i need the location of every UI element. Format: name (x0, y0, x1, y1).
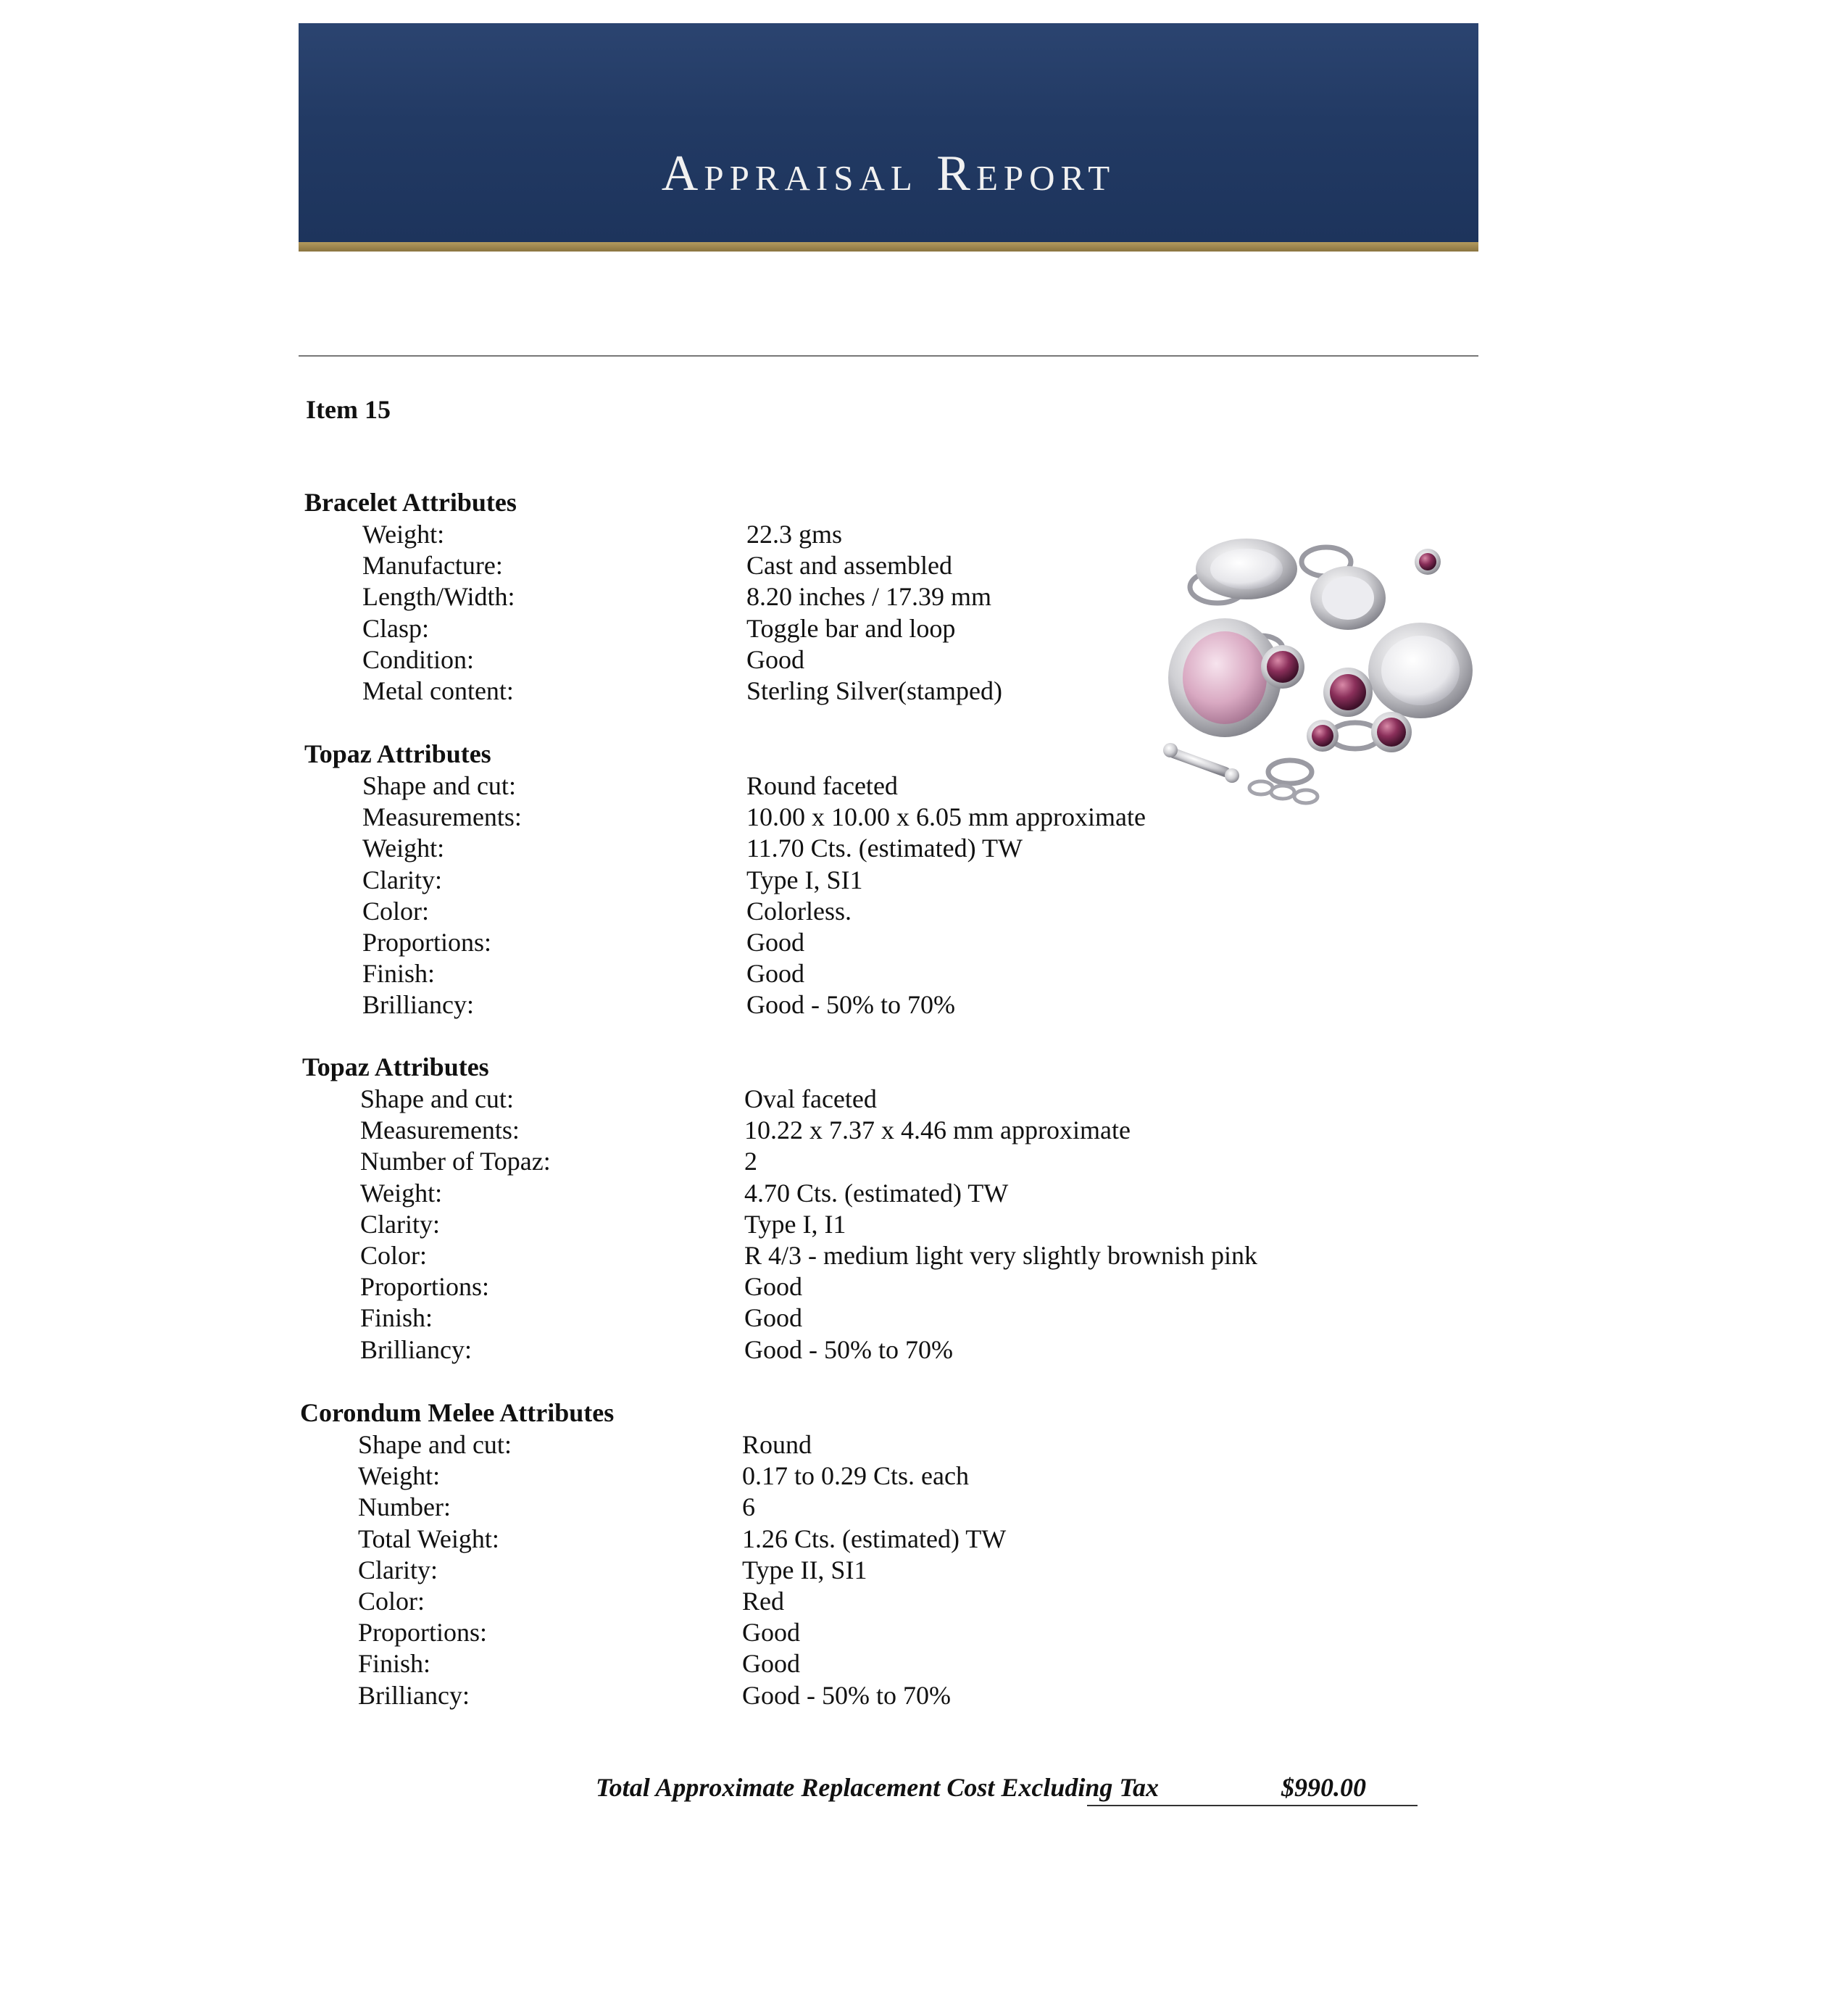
attribute-value: 0.17 to 0.29 Cts. each (742, 1461, 969, 1491)
attribute-value: 1.26 Cts. (estimated) TW (742, 1524, 1007, 1553)
attribute-row (304, 519, 1002, 550)
attribute-row (302, 1334, 1257, 1366)
attribute-row (302, 1115, 1257, 1146)
attribute-label: Number: (358, 1492, 451, 1522)
attribute-row (304, 676, 1002, 707)
attribute-value: 10.22 x 7.37 x 4.46 mm approximate (744, 1116, 1131, 1145)
attribute-row (302, 1178, 1257, 1209)
attribute-label: Color: (362, 896, 430, 926)
attribute-row (302, 1240, 1257, 1271)
attribute-label: Metal content: (362, 676, 514, 706)
section-title-bracelet: Bracelet Attributes (304, 488, 517, 517)
attribute-value: R 4/3 - medium light very slightly brownish pink (744, 1241, 1257, 1271)
total-underline (1087, 1805, 1418, 1806)
header-gold-stripe (299, 242, 1478, 252)
total-cost-label: Total Approximate Replacement Cost Excluding Tax (596, 1773, 1160, 1802)
attribute-value: Oval faceted (744, 1084, 877, 1113)
attribute-value: Good - 50% to 70% (742, 1680, 951, 1710)
report-header-banner (299, 23, 1478, 242)
attribute-row (300, 1429, 1006, 1461)
attribute-label: Shape and cut: (358, 1430, 512, 1459)
attribute-value: Cast and assembled (746, 551, 952, 581)
attribute-row (302, 1084, 1257, 1115)
attribute-label: Length/Width: (362, 582, 515, 612)
topaz-round-attributes-table (304, 770, 1146, 1021)
attribute-value: Type I, SI1 (746, 865, 863, 894)
attribute-label: Total Weight: (358, 1524, 499, 1553)
attribute-value: Round (742, 1430, 812, 1459)
attribute-label: Finish: (360, 1303, 433, 1333)
attribute-row (300, 1461, 1006, 1492)
attribute-label: Condition: (362, 644, 475, 674)
attribute-row (302, 1146, 1257, 1177)
attribute-label: Clarity: (362, 865, 442, 894)
attribute-value: 2 (744, 1147, 757, 1176)
attribute-value: Good (744, 1272, 802, 1302)
attribute-row (304, 927, 1146, 958)
attribute-row (304, 613, 1002, 644)
attribute-label: Finish: (358, 1649, 431, 1679)
attribute-label: Number of Topaz: (360, 1147, 551, 1176)
topaz-oval-attributes-table (302, 1084, 1257, 1366)
attribute-label: Shape and cut: (360, 1084, 514, 1113)
attribute-value: Good (744, 1303, 802, 1333)
attribute-label: Measurements: (360, 1116, 520, 1145)
attribute-row (304, 581, 1002, 612)
attribute-row (304, 896, 1146, 927)
bracelet-photo (1138, 518, 1478, 823)
attribute-label: Manufacture: (362, 551, 503, 581)
total-cost-value: $990.00 (1281, 1773, 1366, 1802)
attribute-value: Toggle bar and loop (746, 613, 956, 643)
attribute-row (304, 833, 1146, 864)
attribute-value: Type II, SI1 (742, 1555, 867, 1584)
attribute-label: Weight: (362, 520, 445, 549)
attribute-label: Weight: (362, 834, 445, 863)
attribute-row (300, 1680, 1006, 1711)
attribute-label: Weight: (358, 1461, 441, 1491)
attribute-value: Good - 50% to 70% (746, 990, 955, 1020)
attribute-value: Sterling Silver(stamped) (746, 676, 1002, 706)
attribute-label: Clasp: (362, 613, 430, 643)
attribute-label: Color: (360, 1241, 428, 1271)
attribute-value: 8.20 inches / 17.39 mm (746, 582, 991, 612)
attribute-label: Brilliancy: (362, 990, 474, 1020)
section-title-topaz-oval: Topaz Attributes (302, 1052, 489, 1081)
attribute-row (300, 1524, 1006, 1555)
attribute-row (302, 1209, 1257, 1240)
attribute-label: Proportions: (360, 1272, 490, 1302)
attribute-label: Weight: (360, 1178, 443, 1208)
section-title-topaz-round: Topaz Attributes (304, 739, 491, 768)
report-title: Appraisal Report (661, 146, 1116, 202)
attribute-value: Type I, I1 (744, 1209, 846, 1239)
section-title-corondum: Corondum Melee Attributes (300, 1398, 615, 1427)
header-divider (299, 355, 1478, 357)
attribute-label: Shape and cut: (362, 771, 516, 800)
attribute-value: 11.70 Cts. (estimated) TW (746, 834, 1023, 863)
attribute-row (304, 802, 1146, 833)
attribute-row (304, 989, 1146, 1021)
attribute-row (302, 1303, 1257, 1334)
attribute-label: Proportions: (358, 1618, 488, 1648)
bracelet-attributes-table (304, 519, 1002, 707)
attribute-row (304, 770, 1146, 802)
attribute-row (300, 1492, 1006, 1523)
attribute-row (300, 1586, 1006, 1617)
attribute-value: Colorless. (746, 896, 852, 926)
corondum-attributes-table (300, 1429, 1006, 1711)
attribute-value: Good (742, 1649, 800, 1679)
attribute-value: 10.00 x 10.00 x 6.05 mm approximate (746, 802, 1146, 832)
attribute-label: Measurements: (362, 802, 522, 832)
attribute-row (304, 644, 1002, 676)
item-number: Item 15 (306, 395, 391, 424)
attribute-label: Color: (358, 1587, 425, 1616)
attribute-label: Finish: (362, 959, 436, 989)
attribute-row (302, 1271, 1257, 1303)
attribute-value: 6 (742, 1492, 755, 1522)
attribute-row (300, 1648, 1006, 1679)
attribute-label: Clarity: (358, 1555, 438, 1584)
attribute-value: Good - 50% to 70% (744, 1334, 953, 1364)
attribute-value: Round faceted (746, 771, 898, 800)
attribute-value: 22.3 gms (746, 520, 843, 549)
attribute-value: Good (746, 644, 804, 674)
attribute-row (304, 865, 1146, 896)
attribute-label: Clarity: (360, 1209, 440, 1239)
attribute-label: Brilliancy: (358, 1680, 470, 1710)
attribute-label: Proportions: (362, 928, 492, 957)
attribute-row (304, 958, 1146, 989)
attribute-value: 4.70 Cts. (estimated) TW (744, 1178, 1009, 1208)
attribute-row (304, 550, 1002, 581)
attribute-value: Good (742, 1618, 800, 1648)
attribute-row (300, 1555, 1006, 1586)
attribute-value: Good (746, 959, 804, 989)
attribute-value: Good (746, 928, 804, 957)
attribute-label: Brilliancy: (360, 1334, 472, 1364)
attribute-row (300, 1617, 1006, 1648)
attribute-value: Red (742, 1587, 784, 1616)
